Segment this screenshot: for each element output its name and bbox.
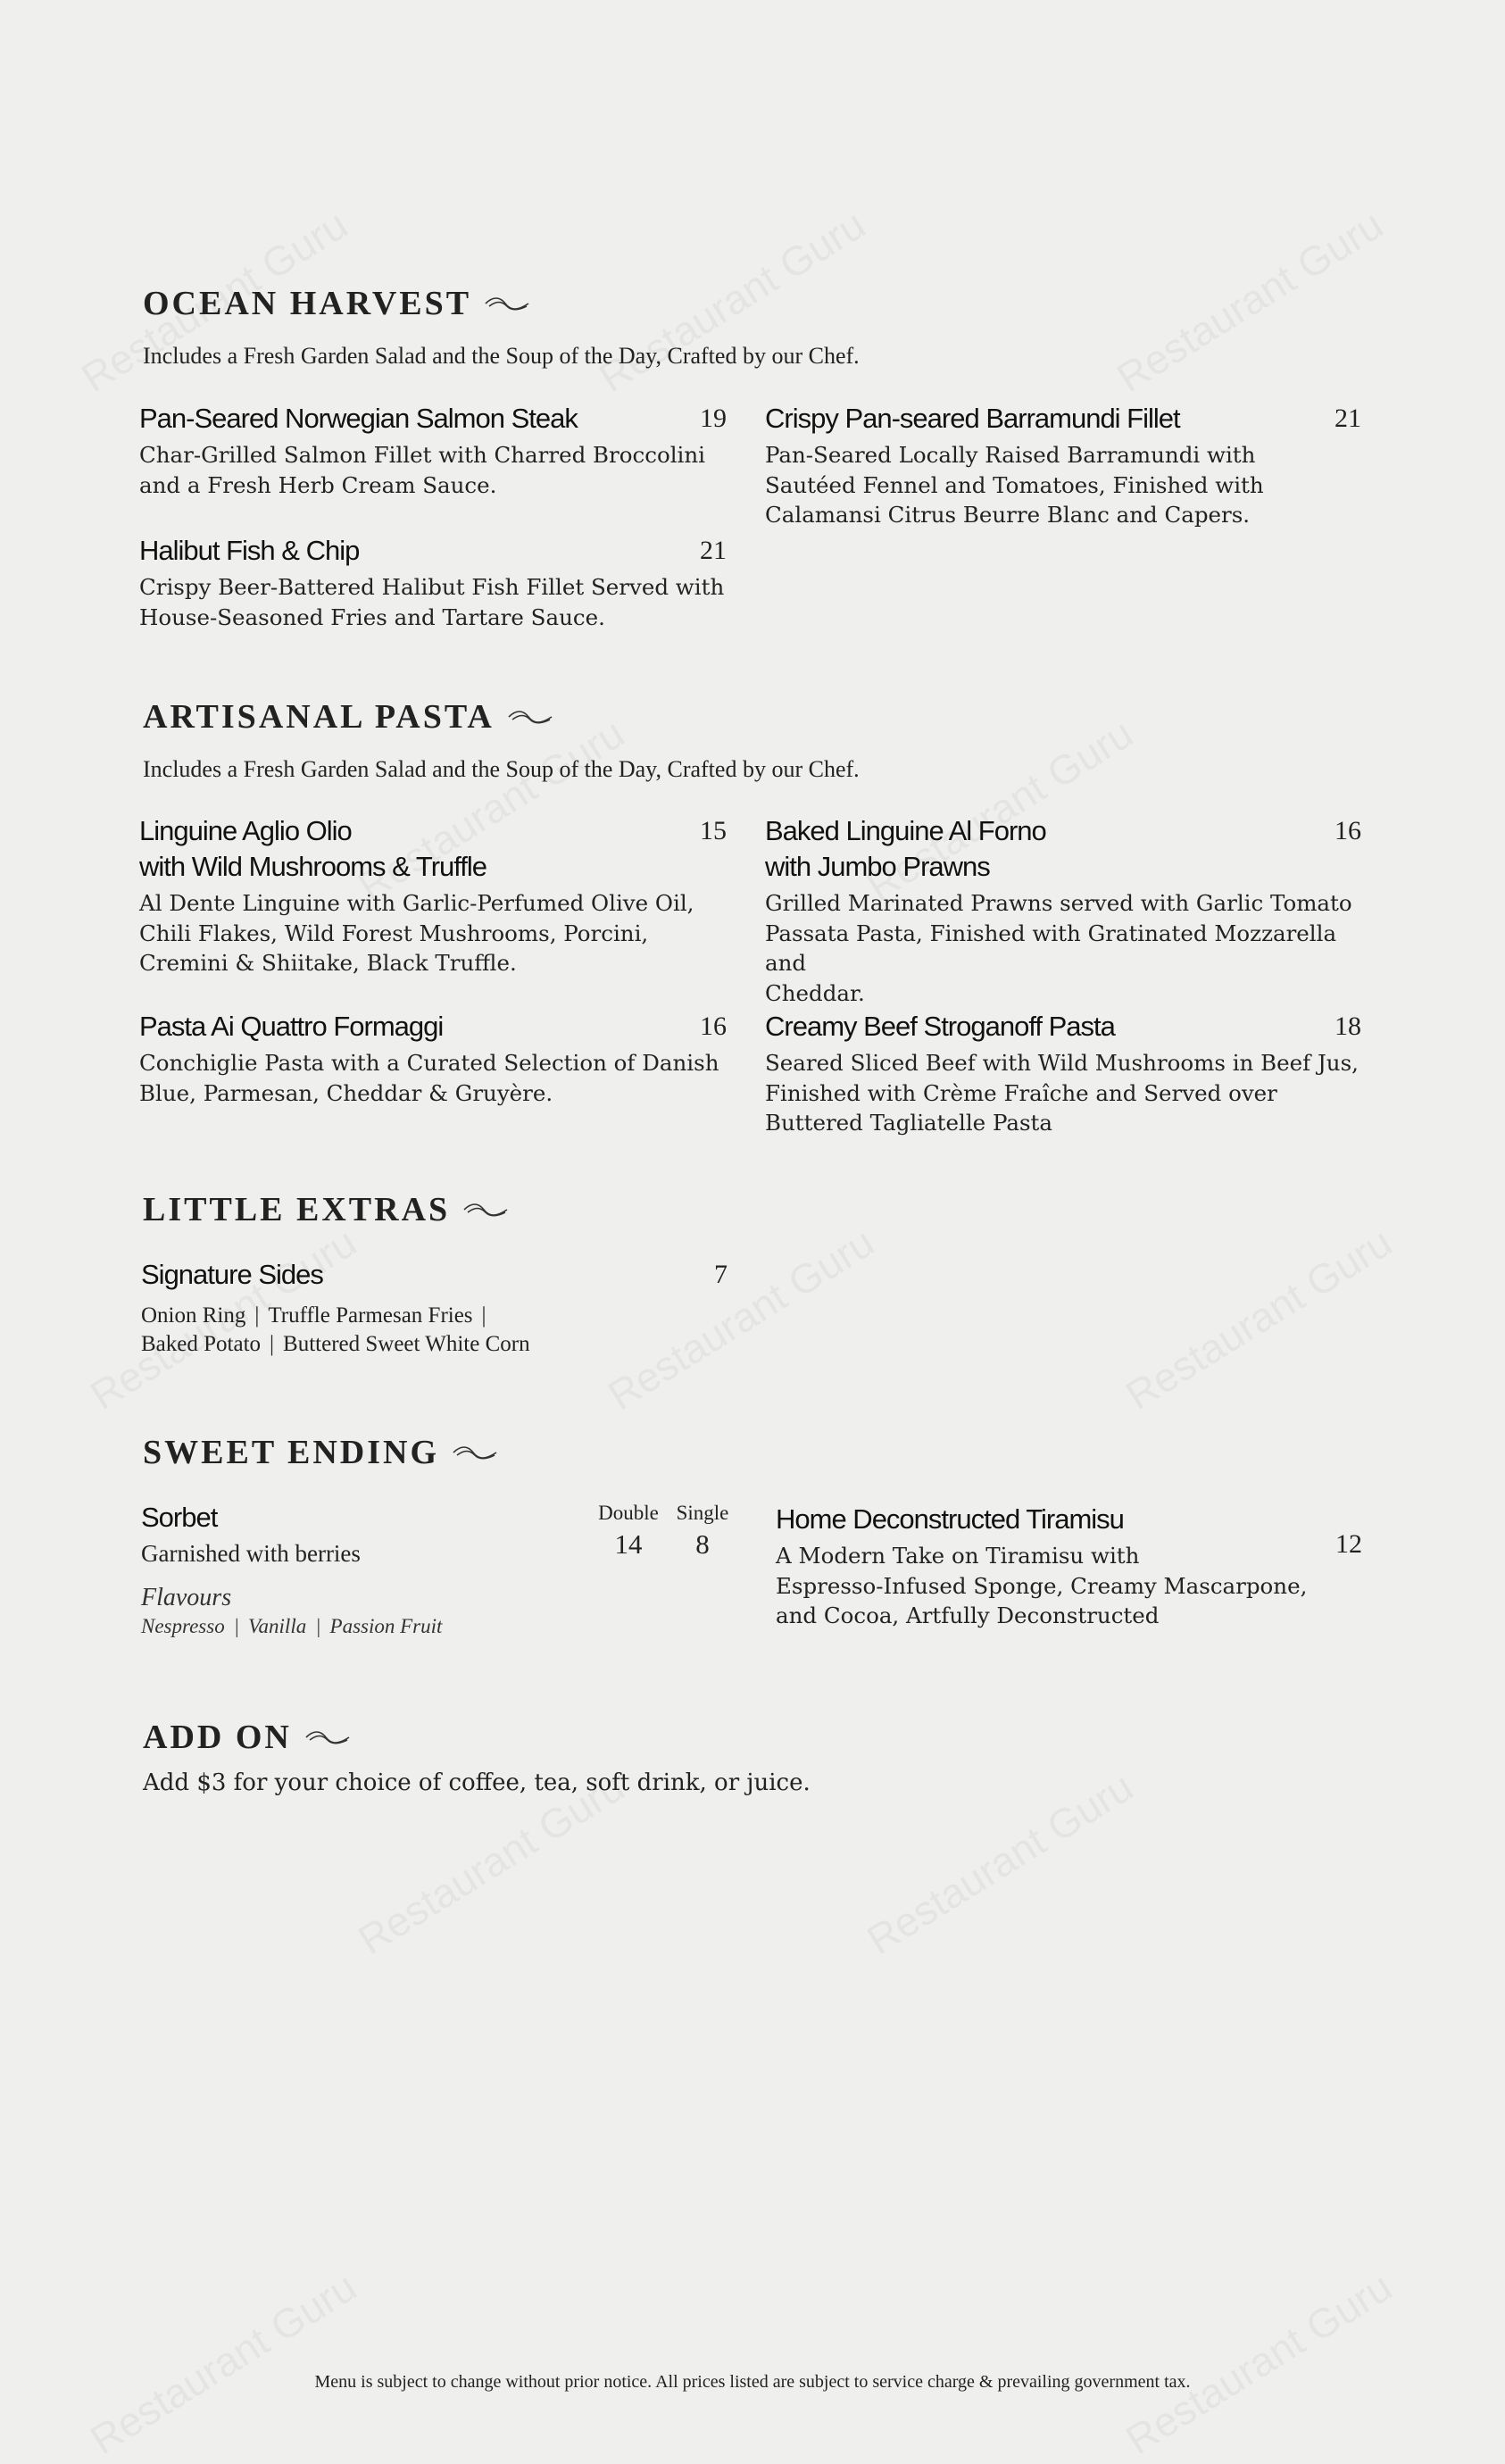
item-description: Char-Grilled Salmon Fillet with Charred Broccolini and a Fresh Herb Cream Sauce. [139, 442, 705, 498]
add-on-text: Add $3 for your choice of coffee, tea, soft drink, or juice. [143, 1769, 811, 1796]
flourish-icon [462, 1202, 509, 1218]
item-description: A Modern Take on Tiramisu with Espresso-Infused Sponge, Creamy Mascarpone, and Cocoa, Artfully Deconstructed [776, 1543, 1308, 1628]
item-description: Conchiglie Pasta with a Curated Selection of Danish Blue, Parmesan, Cheddar & Gruyère. [139, 1050, 719, 1106]
item-price: 15 [700, 816, 727, 845]
item-description: Garnished with berries [141, 1540, 361, 1567]
section-title-artisanal-pasta [143, 697, 553, 737]
section-title-little-extras [143, 1190, 509, 1229]
watermark [1118, 1218, 1401, 1419]
section-title-add-on [143, 1718, 351, 1757]
watermark [591, 200, 874, 402]
menu-item [765, 401, 1372, 530]
menu-item-sorbet [141, 1500, 552, 1641]
menu-item [141, 1257, 730, 1359]
item-price: 18 [1335, 1011, 1361, 1041]
menu-item [139, 401, 728, 500]
menu-item-tiramisu [776, 1502, 1383, 1631]
section-title-text: ADD ON [143, 1719, 292, 1756]
section-title-text: OCEAN HARVEST [143, 285, 472, 322]
section-title-sweet-ending [143, 1433, 498, 1472]
flourish-icon [484, 296, 530, 312]
watermark [859, 1762, 1142, 1964]
item-name: Signature Sides [141, 1259, 323, 1290]
item-name: Baked Linguine Al Forno with Jumbo Prawns [765, 815, 1046, 882]
size-label-single: Single [676, 1502, 729, 1524]
flavours-list: Nespresso | Vanilla | Passion Fruit [141, 1614, 443, 1637]
section-title-text: LITTLE EXTRAS [143, 1191, 451, 1228]
price-double: 14 [614, 1528, 643, 1560]
menu-item [139, 1009, 728, 1108]
item-price: 16 [1335, 816, 1361, 845]
item-name: Pasta Ai Quattro Formaggi [139, 1011, 444, 1042]
size-label-double: Double [598, 1502, 659, 1524]
item-price: 21 [700, 536, 727, 565]
section-title-ocean-harvest [143, 284, 530, 323]
item-price: 21 [1335, 404, 1361, 433]
flourish-icon [507, 709, 553, 725]
item-name: Halibut Fish & Chip [139, 535, 360, 566]
item-name: Linguine Aglio Olio with Wild Mushrooms & Truffle [139, 815, 487, 882]
item-price: 7 [714, 1260, 728, 1289]
watermark [82, 2262, 365, 2464]
watermark [1118, 2262, 1401, 2464]
flourish-icon [304, 1729, 351, 1745]
section-title-text: ARTISANAL PASTA [143, 698, 495, 736]
menu-item [765, 1009, 1372, 1138]
item-name: Home Deconstructed Tiramisu [776, 1503, 1124, 1535]
item-description: Grilled Marinated Prawns served with Garlic Tomato Passata Pasta, Finished with Gratinated Mozzarella and Cheddar. [765, 890, 1352, 1006]
sides-list: Onion Ring | Truffle Parmesan Fries | Baked Potato | Buttered Sweet White Corn [141, 1303, 530, 1356]
item-description: Crispy Beer-Battered Halibut Fish Fillet Served with House-Seasoned Fries and Tartare Sauce. [139, 574, 725, 630]
item-price: 12 [1335, 1529, 1362, 1559]
item-description: Al Dente Linguine with Garlic-Perfumed Olive Oil, Chili Flakes, Wild Forest Mushrooms, Porcini, Cremini & Shiitake, Black Truffle. [139, 890, 694, 976]
section-intro: Includes a Fresh Garden Salad and the Soup of the Day, Crafted by our Chef. [143, 756, 860, 782]
item-description: Pan-Seared Locally Raised Barramundi with Sautéed Fennel and Tomatoes, Finished with Calamansi Citrus Beurre Blanc and Capers. [765, 442, 1264, 528]
menu-item [139, 813, 728, 978]
footer-note: Menu is subject to change without prior notice. All prices listed are subject to service charge & prevailing government tax. [314, 2372, 1191, 2392]
section-intro: Includes a Fresh Garden Salad and the Soup of the Day, Crafted by our Chef. [143, 343, 860, 369]
item-description: Seared Sliced Beef with Wild Mushrooms in Beef Jus, Finished with Crème Fraîche and Served over Buttered Tagliatelle Pasta [765, 1050, 1359, 1136]
item-name: Sorbet [141, 1502, 218, 1533]
item-price: 16 [700, 1011, 727, 1041]
flavours-label: Flavours [141, 1583, 232, 1611]
section-title-text: SWEET ENDING [143, 1434, 440, 1471]
menu-item [765, 813, 1372, 1008]
watermark [1109, 200, 1392, 402]
price-single: 8 [695, 1528, 710, 1560]
item-price: 19 [700, 404, 727, 433]
item-name: Creamy Beef Stroganoff Pasta [765, 1011, 1115, 1042]
item-name: Crispy Pan-seared Barramundi Fillet [765, 403, 1180, 434]
item-name: Pan-Seared Norwegian Salmon Steak [139, 403, 578, 434]
flourish-icon [452, 1444, 498, 1461]
menu-item [139, 533, 728, 632]
